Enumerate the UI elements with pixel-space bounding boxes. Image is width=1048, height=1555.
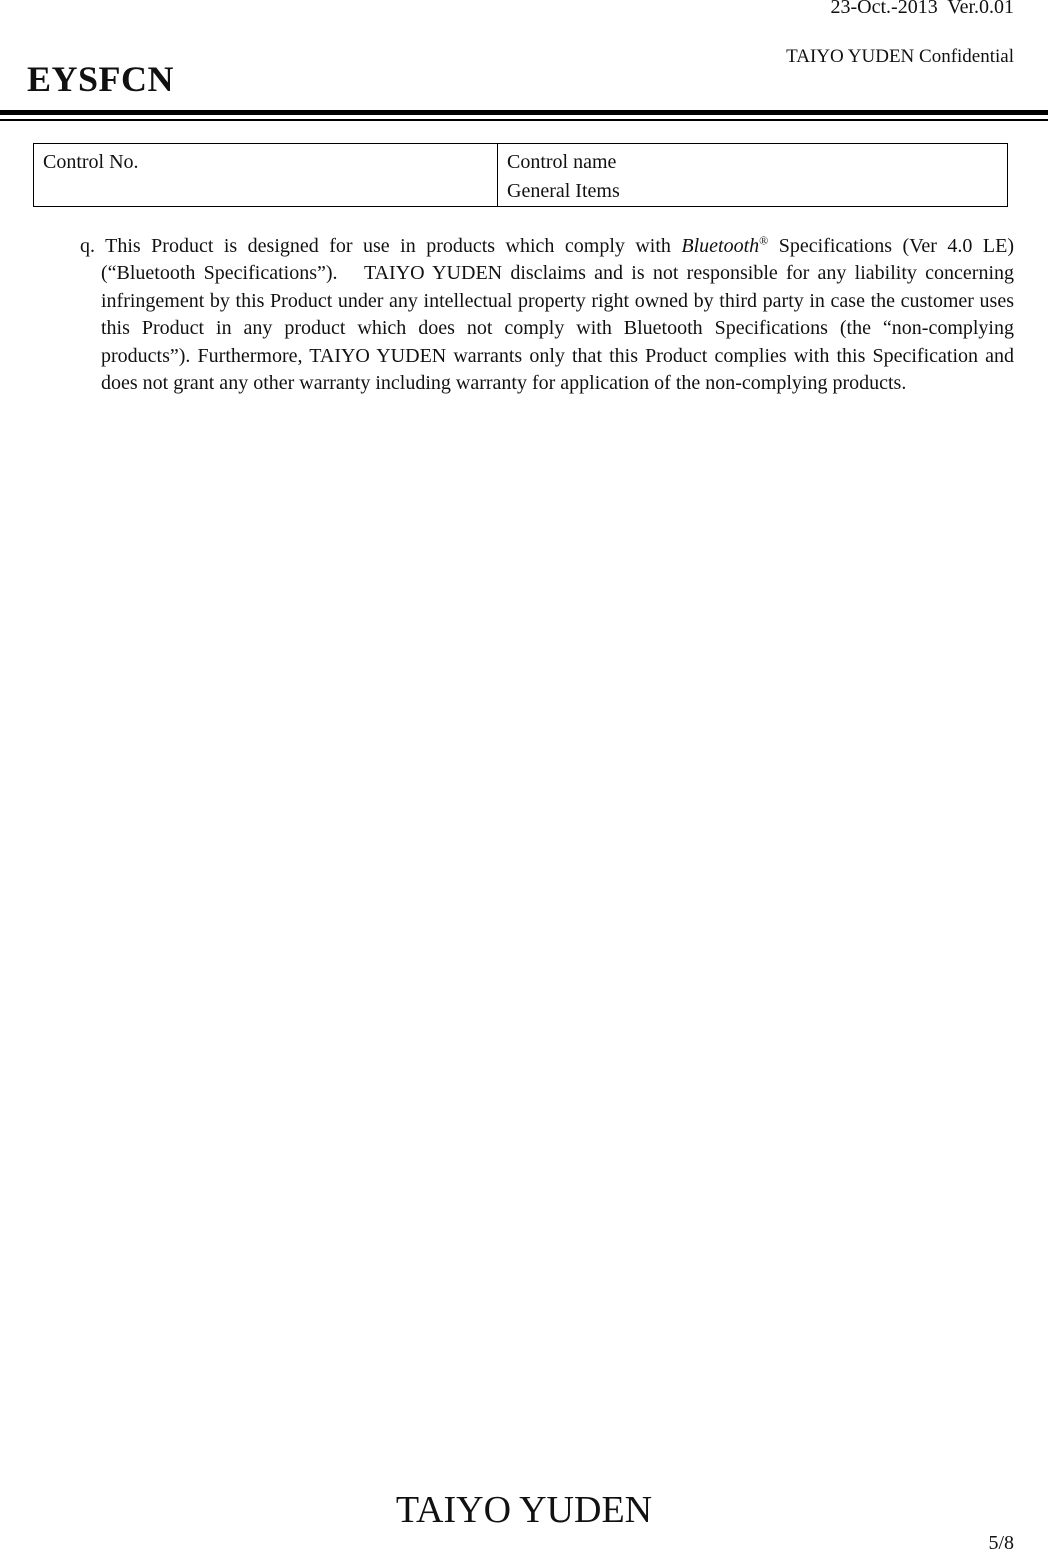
page-number: 5/8 [988, 1532, 1014, 1554]
control-name-cell [498, 144, 1008, 207]
document-code: EYSFCN [27, 59, 175, 99]
header-rule-thick [0, 110, 1048, 115]
control-no-label: Control No. [43, 151, 139, 173]
registered-mark: ® [759, 233, 769, 248]
header-rule-thin [0, 119, 1048, 121]
item-q-marker: q. [80, 235, 95, 257]
confidential-label: TAIYO YUDEN Confidential [786, 46, 1014, 67]
item-q-text-after: Specifications (Ver 4.0 LE)(“Bluetooth Specifications”). TAIYO YUDEN disclaims and is not responsible for any liability concerning infringement by this Product under any intellectual property right owned by third party in case the customer uses this Product in any product which does not comply with Bluetooth Specifications (the “non-complying products”). Furthermore, TAIYO YUDEN warrants only that this Product complies with this Specification and does not grant any other warranty including warranty for application of the non-complying products. [101, 235, 1014, 395]
control-name-label: Control name [507, 151, 617, 173]
item-q-paragraph [80, 233, 1014, 397]
control-no-cell [34, 144, 498, 207]
item-q [80, 233, 1014, 397]
control-table [33, 143, 1008, 207]
date-version: 23-Oct.-2013 Ver.0.01 [830, 0, 1014, 18]
control-name-value: General Items [507, 180, 620, 202]
item-q-text-before: This Product is designed for use in products which comply with [105, 235, 682, 257]
footer-company: TAIYO YUDEN [395, 1489, 653, 1531]
bluetooth-brand: Bluetooth [681, 235, 760, 257]
